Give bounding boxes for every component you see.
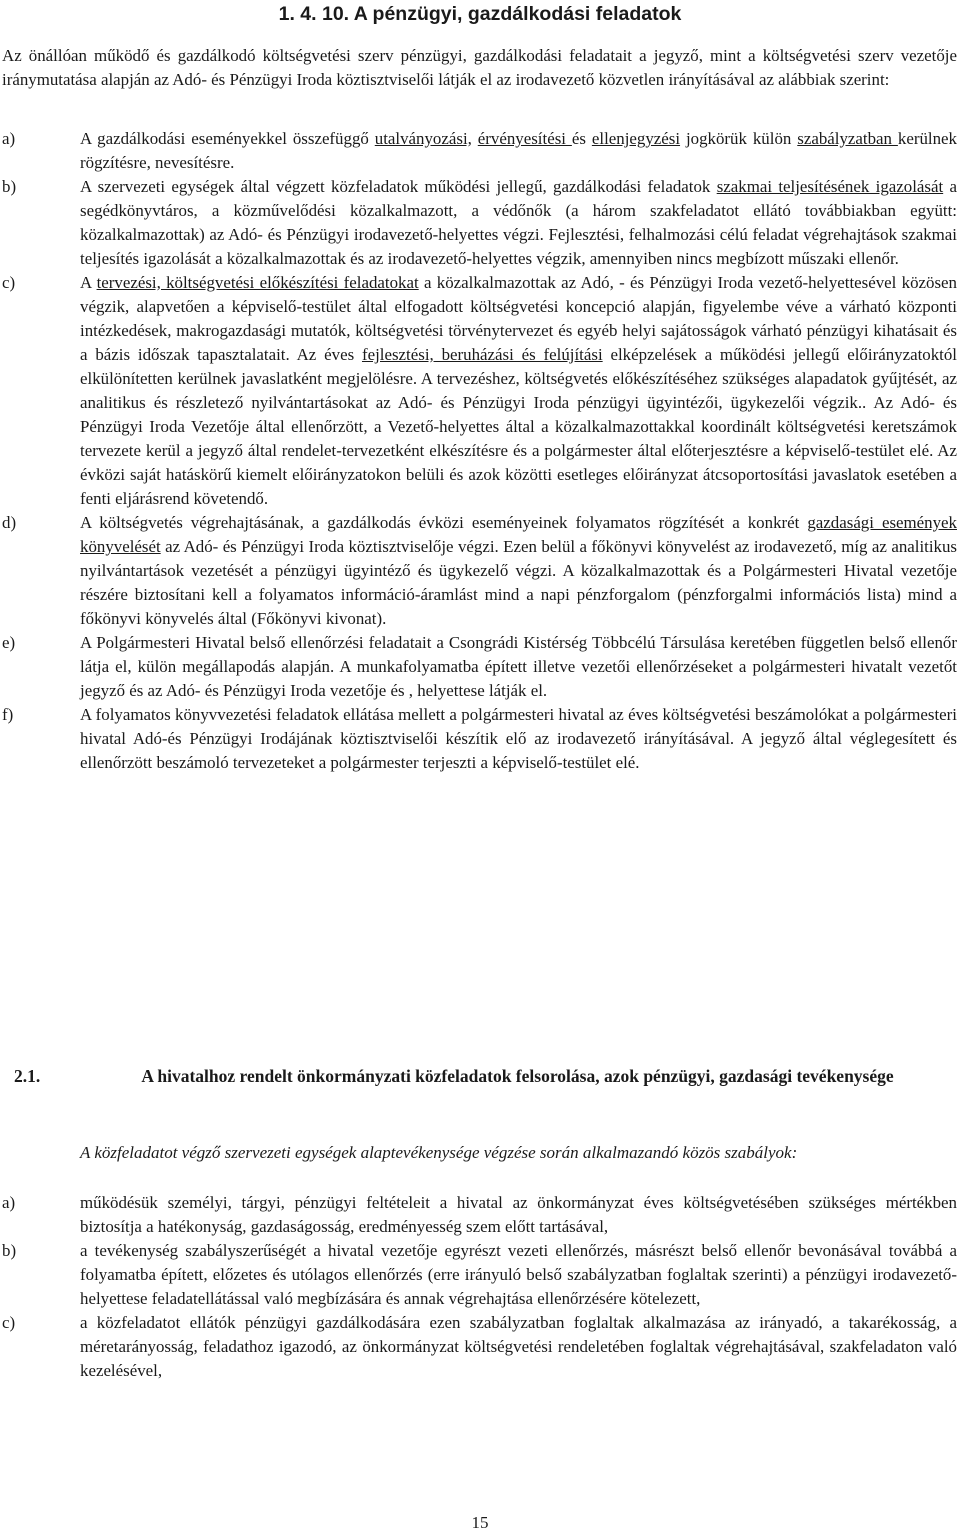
list-marker: b) [2, 177, 17, 196]
underlined-text: gazdasági események könyvelését [80, 513, 957, 556]
section-title: 1. 4. 10. A pénzügyi, gazdálkodási feladatok [278, 3, 682, 25]
list-marker: a) [2, 129, 16, 148]
underlined-text: szabályzatban [797, 129, 898, 148]
task-list [0, 127, 957, 775]
item-text: működésük személyi, tárgyi, pénzügyi feltételeit a hivatal az önkormányzat éves költségvetésében szükséges mértékben biztosítja a hatékonyság, gazdaságosság, eredményesség szem előtt tartásával, [80, 1193, 957, 1236]
item-text: elképzelések a működési jellegű előirányzatoktól elkülönítetten kerülnek javaslatként megjelölésre. A tervezéshez, költségvetés előkészítéséhez szükséges alapadatok gyűjtését, az analitikus és részletező nyilvántartásokat az Adó- és Pénzügyi Iroda pénzügyi ügyintézői, ügykezelői végzik.. Az Adó- és Pénzügyi Iroda Vezetője által ellenőrzött, a Vezető-helyettes által a közalkalmazottakkal koordinált költségvetési keretszámok tervezete kerül a jegyző által rendelet-tervezetként elkészítésre és a polgármester által előterjesztésre a képviselő-testület elé. Az évközi saját hatáskörű kiemelt előirányzatokon belüli és azok közötti esetleges előirányzat átcsoportosítási javaslatok esetében a fenti eljárásrend követendő. [80, 345, 957, 508]
underlined-text: ellenjegyzési [591, 129, 681, 148]
item-text: a közfeladatot ellátók pénzügyi gazdálkodására ezen szabályzatban foglaltak alkalmazása az irányadó, a takarékosság, a méretarányosság, feladathoz igazodó, az önkormányzat költségvetési rendeletében foglaltak végrehajtásával, szakfeladaton való kezelésével, [80, 1313, 957, 1380]
task-list-item [0, 175, 957, 271]
task-list-item [0, 511, 957, 631]
subsection-number: 2.1. [14, 1066, 41, 1086]
list-marker: f) [2, 705, 14, 724]
item-text: az Adó- és Pénzügyi Iroda köztisztviselője végzi. Ezen belül a főkönyvi könyvelést az irodavezető, míg az analitikus nyilvántartások vezetését a pénzügyi ügyintéző és ügykezelő végzi. A közalkalmazottak és a Polgármesteri Hivatal vezetője részére biztosítani kell a folyamatos információ-áramlást mind a napi pénzforgalom (pénzforgalmi információs lista) mind a főkönyvi könyvelés által (Főkönyvi kivonat). [80, 537, 957, 628]
item-text: jogkörük külön [680, 129, 798, 148]
item-text: és [571, 129, 592, 148]
common-rule-item [0, 1239, 957, 1311]
common-rules-lead: A közfeladatot végző szervezeti egységek alaptevékenysége végzése során alkalmazandó közös szabályok: [80, 1143, 798, 1162]
common-rule-item [0, 1191, 957, 1239]
underlined-text: fejlesztési, beruházási és felújítási [361, 345, 603, 364]
list-marker: d) [2, 513, 17, 532]
task-list-item [0, 271, 957, 511]
item-text: a segédkönyvtáros, a közművelődési közalkalmazott, a védőnők (a három szakfeladatot ellátó továbbiakban együtt: közalkalmazottak) az Adó- és Pénzügyi irodavezető-helyettes végzi. Fejlesztési, felhalmozási célú feladat végrehajtások szakmai teljesítés igazolását a közalkalmazottak és az irodavezető-helyettes végzik, amennyiben nincs megbízott műszaki ellenőr. [80, 177, 957, 268]
subsection-heading [0, 1064, 960, 1088]
task-list-item [0, 127, 957, 175]
underlined-text: szakmai teljesítésének igazolását [716, 177, 944, 196]
intro-paragraph: Az önállóan működő és gazdálkodó költségvetési szerv pénzügyi, gazdálkodási feladatait a jegyző, mint a költségvetési szerv vezetője iránymutatása alapján az Adó- és Pénzügyi Iroda köztisztviselői látják el az irodavezető közvetlen irányításával az alábbiak szerint: [2, 46, 957, 89]
item-text: A gazdálkodási eseményekkel összefüggő [80, 129, 375, 148]
item-text: A szervezeti egységek által végzett közfeladatok működési jellegű, gazdálkodási feladatok [80, 177, 717, 196]
item-text: A Polgármesteri Hivatal belső ellenőrzési feladatait a Csongrádi Kistérség Többcélú Társulása keretében független belső ellenőr látja el, külön megállapodás alapján. A munkafolyamatba épített illetve vezetői ellenőrzéseket a polgármesteri hivatalt vezetőt jegyző és az Adó- és Pénzügyi Iroda vezetője és , helyettese látják el. [80, 633, 957, 700]
item-text: a közalkalmazottak az Adó, - és Pénzügyi Iroda vezető-helyettesével közösen végzik, alapvetően a képviselő-testület által elfogadott költségvetési koncepció alapján, figyelembe véve a várható központi intézkedések, makrogazdasági mutatók, költségvetési törvénytervezet és egyéb helyi sajátosságok várható pénzügyi kihatásait és a bázis időszak tapasztalatait. Az éves [80, 273, 957, 364]
task-list-item [0, 703, 957, 775]
item-text: A [80, 273, 97, 292]
page-number: 15 [471, 1513, 489, 1532]
underlined-text: utalványozási, [374, 129, 472, 148]
item-text: a tevékenység szabályszerűségét a hivatal vezetője egyrészt vezeti ellenőrzés, másrészt belső ellenőr bevonásával továbbá a folyamatba épített, előzetes és utólagos ellenőrzés (erre irányuló belső szabályzatban foglaltak szerinti) a pénzügyi irodavezető-helyettese feladatellátással való megbízására és annak végrehajtása ellenőrzésére kötelezett, [80, 1241, 957, 1308]
list-marker: c) [2, 1313, 16, 1332]
common-rule-item [0, 1311, 957, 1383]
list-marker: e) [2, 633, 16, 652]
item-text: A költségvetés végrehajtásának, a gazdálkodás évközi eseményeinek folyamatos rögzítését a konkrét [80, 513, 808, 532]
item-text: kerülnek rögzítésre, nevesítésre. [80, 129, 957, 172]
underlined-text: tervezési, költségvetési előkészítési feladatokat [96, 273, 419, 292]
common-rules-list [0, 1191, 957, 1383]
subsection-title: A hivatalhoz rendelt önkormányzati közfeladatok felsorolása, azok pénzügyi, gazdasági tevékenysége [141, 1066, 894, 1086]
task-list-item [0, 631, 957, 703]
underlined-text: érvényesítési [477, 129, 572, 148]
list-marker: a) [2, 1193, 16, 1212]
item-text: A folyamatos könyvvezetési feladatok ellátása mellett a polgármesteri hivatal az éves költségvetési beszámolókat a polgármesteri hivatal Adó-és Pénzügyi Irodájának köztisztviselői készítik elő az irodavezető irányításával. A jegyző által véglegesített és ellenőrzött beszámoló tervezeteket a polgármester terjeszti a képviselő-testület elé. [80, 705, 957, 772]
list-marker: c) [2, 273, 16, 292]
list-marker: b) [2, 1241, 17, 1260]
